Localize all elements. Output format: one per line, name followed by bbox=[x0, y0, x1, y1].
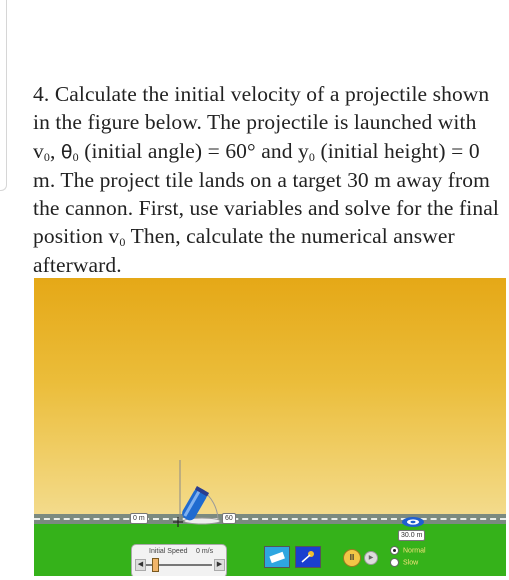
measuring-tape-icon bbox=[296, 547, 320, 567]
speed-option-slow-label: Slow bbox=[403, 559, 419, 567]
question-part-c: (initial angle) = 60° and y bbox=[78, 138, 309, 163]
angle-label[interactable]: 60 bbox=[222, 513, 236, 524]
measuring-tape-button[interactable] bbox=[295, 546, 321, 568]
target-icon bbox=[402, 517, 424, 527]
initial-speed-label: Initial Speed bbox=[149, 548, 188, 555]
question-text bbox=[33, 80, 503, 279]
speed-decrease-button[interactable]: ◀ bbox=[135, 559, 146, 571]
question-part-a: Calculate the initial velocity of a projectile shown in the figure below. The projectile is launched with v bbox=[33, 82, 490, 163]
projectile-simulation bbox=[34, 278, 506, 576]
question-part-d: (initial height) = 0 m. The project tile lands on a target 30 m away from the cannon. First, use variables and solve for the final position v bbox=[33, 138, 499, 249]
eraser-button[interactable] bbox=[264, 546, 290, 568]
question-number: 4. bbox=[33, 82, 50, 106]
cannon-icon bbox=[180, 486, 209, 522]
question-part-b: , bbox=[49, 138, 61, 163]
radio-slow[interactable] bbox=[390, 558, 399, 567]
radio-normal[interactable] bbox=[390, 546, 399, 555]
speed-option-normal-label: Normal bbox=[403, 547, 426, 555]
subscript-theta0: 0 bbox=[72, 149, 79, 164]
step-button[interactable]: ▶ bbox=[364, 551, 378, 565]
question-part-e: Then, calculate the numerical answer afterward. bbox=[33, 224, 455, 277]
speed-option-normal[interactable] bbox=[390, 546, 426, 555]
speed-option-slow[interactable] bbox=[390, 558, 418, 567]
speed-slider-thumb[interactable] bbox=[152, 558, 159, 572]
subscript-final-v0: 0 bbox=[119, 235, 126, 250]
page-edge-divider bbox=[0, 0, 7, 191]
pause-button[interactable]: II bbox=[343, 549, 361, 567]
target-distance-label[interactable]: 30.0 m bbox=[398, 530, 425, 541]
subscript-v0: 0 bbox=[43, 149, 50, 164]
subscript-y0: 0 bbox=[308, 149, 315, 164]
speed-increase-button[interactable]: ▶ bbox=[214, 559, 225, 571]
crosshair-icon bbox=[173, 517, 183, 527]
origin-label: 0 m bbox=[130, 513, 148, 524]
eraser-icon bbox=[265, 547, 289, 567]
initial-speed-panel bbox=[131, 544, 227, 576]
initial-speed-value: 0 m/s bbox=[196, 548, 214, 555]
scene-graphics bbox=[34, 278, 506, 576]
theta-symbol: θ bbox=[60, 140, 73, 163]
